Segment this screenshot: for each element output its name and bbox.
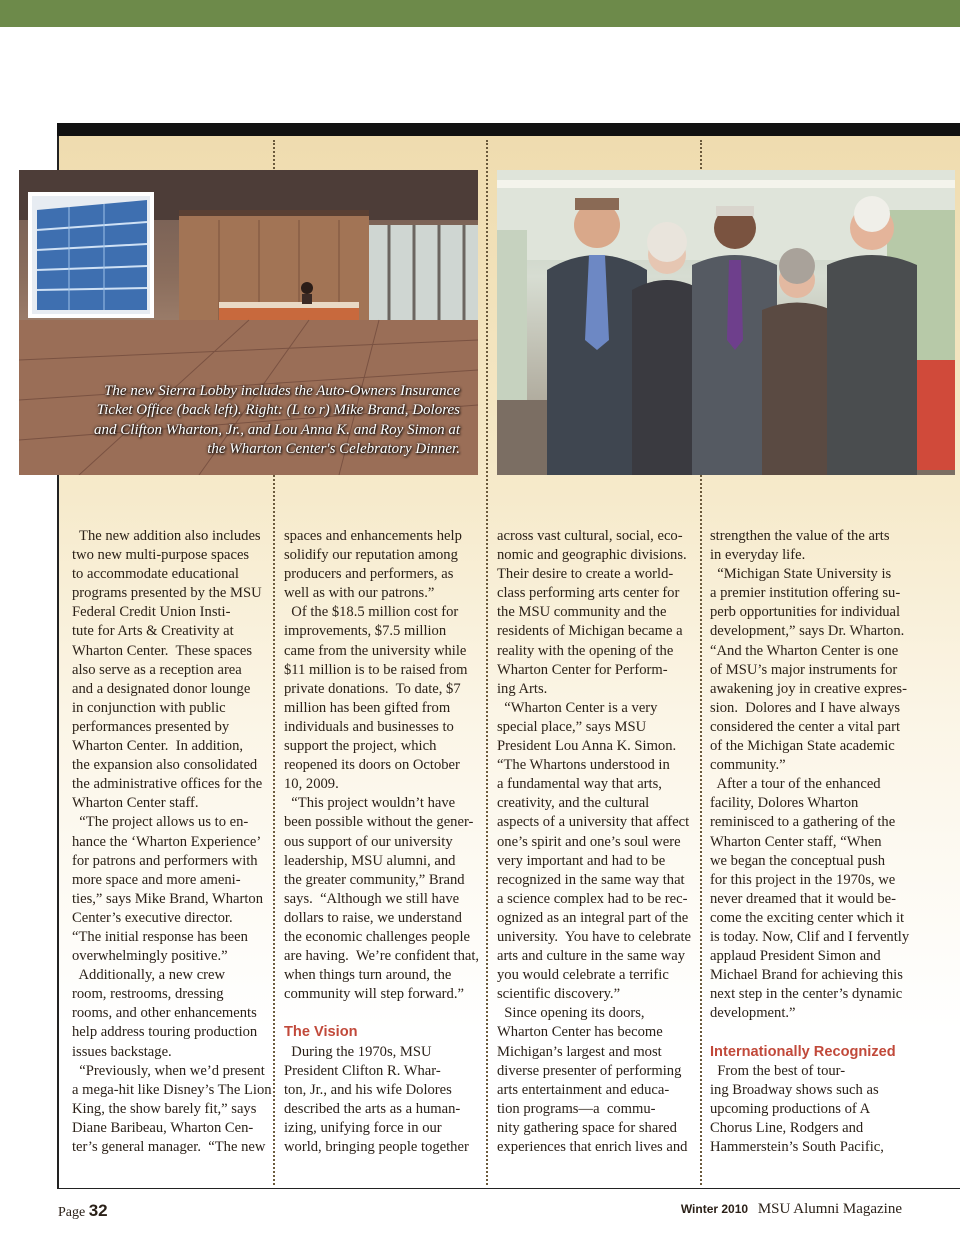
text-line: arts entertainment and educa- (497, 1081, 670, 1098)
text-line: we began the conceptual push (710, 852, 886, 869)
black-header-bar (57, 123, 960, 136)
section-heading: The Vision (284, 1024, 358, 1041)
text-line: From the best of tour- (710, 1062, 846, 1079)
text-line: development.” (710, 1005, 796, 1022)
text-line: and a designated donor lounge (72, 680, 251, 697)
text-line: ing Arts. (497, 680, 548, 697)
text-line: ing Broadway shows such as (710, 1081, 879, 1098)
text-line: of the Michigan State academic (710, 738, 895, 755)
group-illustration (497, 170, 955, 475)
text-line: “Wharton Center is a very (497, 699, 658, 716)
text-line: well as with our patrons.” (284, 585, 435, 602)
text-line: Michael Brand for achieving this (710, 967, 903, 984)
text-line: Center’s executive director. (72, 909, 233, 926)
text-line: rooms, and other enhancements (72, 1005, 257, 1022)
text-line: programs presented by the MSU (72, 585, 262, 602)
magazine-title: MSU Alumni Magazine (757, 1201, 902, 1217)
text-line: for patrons and performers with (72, 852, 258, 869)
text-line: a fundamental way that arts, (497, 776, 662, 793)
text-line: next step in the center’s dynamic (710, 986, 903, 1003)
text-line: King, the show barely fit,” says (72, 1100, 257, 1117)
text-line: the administrative offices for the (72, 776, 263, 793)
page-label: Page (58, 1205, 86, 1220)
text-line: Wharton Center for Perform- (497, 661, 668, 678)
text-line: the expansion also consolidated (72, 757, 258, 774)
lobby-photo (19, 170, 478, 475)
text-line: class performing arts center for (497, 585, 680, 602)
text-line: Wharton Center staff, “When (710, 833, 882, 850)
text-line: help address touring production (72, 1024, 258, 1041)
page-number: 32 (88, 1201, 108, 1220)
text-line: in conjunction with public (72, 699, 226, 716)
text-line: perb opportunities for individual (710, 604, 901, 621)
text-line: President Lou Anna K. Simon. (497, 738, 677, 755)
text-line: when things turn around, the (284, 967, 452, 984)
text-line: performances presented by (72, 718, 230, 735)
text-line: During the 1970s, MSU (284, 1043, 432, 1060)
text-line: “This project wouldn’t have (284, 795, 456, 812)
text-line: $11 million is to be raised from (284, 661, 468, 678)
text-line: After a tour of the enhanced (710, 776, 881, 793)
text-line: also serve as a reception area (72, 661, 242, 678)
text-line: of MSU’s major instruments for (710, 661, 898, 678)
text-line: Wharton Center. In addition, (72, 738, 244, 755)
text-line: Of the $18.5 million cost for (284, 604, 459, 621)
text-line: a premier institution offering su- (710, 585, 901, 602)
text-line: ties,” says Mike Brand, Wharton (72, 890, 264, 907)
text-line: never dreamed that it would be- (710, 890, 896, 907)
photo-caption (60, 382, 460, 459)
text-line: community will step forward.” (284, 986, 464, 1003)
text-line: leadership, MSU alumni, and (284, 852, 456, 869)
page-footer-right (681, 1201, 902, 1218)
text-line: upcoming productions of A (710, 1100, 871, 1117)
text-line: ton, Jr., and his wife Dolores (284, 1081, 452, 1098)
text-line: university. You have to celebrate (497, 928, 691, 945)
text-line: scientific discovery.” (497, 986, 621, 1003)
text-line: considered the center a vital part (710, 718, 901, 735)
text-line: creativity, and the cultural (497, 795, 650, 812)
article-column (284, 527, 479, 1157)
text-line: “Michigan State University is (710, 566, 892, 583)
text-line: diverse presenter of performing (497, 1062, 682, 1079)
text-line: support the project, which (284, 738, 437, 755)
text-line: community.” (710, 757, 786, 774)
text-line: Additionally, a new crew (72, 967, 226, 984)
article-column (497, 527, 691, 1157)
text-line: ognized as an integral part of the (497, 909, 689, 926)
text-line: million has been gifted from (284, 699, 451, 716)
text-line: arts and culture in the same way (497, 948, 686, 965)
text-line: the greater community,” Brand (284, 871, 465, 888)
text-line: Their desire to create a world- (497, 566, 674, 583)
caption-line: and Clifton Wharton, Jr., and Lou Anna K. and Roy Simon at (94, 421, 460, 438)
text-line: “The initial response has been (72, 928, 248, 945)
text-line: Wharton Center staff. (72, 795, 199, 812)
text-line: nomic and geographic divisions. (497, 547, 687, 564)
text-line: Diane Baribeau, Wharton Cen- (72, 1119, 254, 1136)
text-line: reminisced to a gathering of the (710, 814, 896, 831)
text-line: residents of Michigan became a (497, 623, 683, 640)
text-line: Michigan’s largest and most (497, 1043, 662, 1060)
text-line: reopened its doors on October (284, 757, 460, 774)
text-line: dollars to raise, we understand (284, 909, 462, 926)
text-line: producers and performers, as (284, 566, 454, 583)
text-line: come the exciting center which it (710, 909, 905, 926)
text-line: says. “Although we still have (284, 890, 460, 907)
text-line: facility, Dolores Wharton (710, 795, 859, 812)
text-line: nity gathering space for shared (497, 1119, 677, 1136)
text-line: ter’s general manager. “The new (72, 1139, 266, 1155)
text-line: applaud President Simon and (710, 948, 881, 965)
text-line: been possible without the gener- (284, 814, 474, 831)
text-line: to accommodate educational (72, 566, 239, 583)
text-line: President Clifton R. Whar- (284, 1062, 441, 1079)
text-line: world, bringing people together (284, 1139, 469, 1155)
page-footer-left (58, 1201, 108, 1221)
text-line: “And the Wharton Center is one (710, 642, 899, 659)
text-line: one’s spirit and one’s soul were (497, 833, 681, 850)
text-line: hance the ‘Wharton Experience’ (72, 833, 262, 850)
top-color-band (0, 0, 960, 27)
text-line: “Previously, when we’d present (72, 1062, 265, 1079)
text-line: in everyday life. (710, 547, 806, 564)
text-line: development,” says Dr. Wharton. (710, 623, 905, 640)
text-line: Chorus Line, Rodgers and (710, 1119, 864, 1136)
text-line: izing, unifying force in our (284, 1119, 442, 1136)
text-line: spaces and enhancements help (284, 528, 462, 544)
text-line (284, 1004, 479, 1023)
text-line: strengthen the value of the arts (710, 528, 890, 544)
caption-line: Ticket Office (back left). Right: (L to r) Mike Brand, Dolores (96, 402, 460, 419)
section-heading: Internationally Recognized (710, 1043, 896, 1060)
text-line: awakening joy in creative expres- (710, 680, 907, 697)
text-line: 10, 2009. (284, 776, 339, 793)
text-line: across vast cultural, social, eco- (497, 528, 683, 544)
text-line: Hammerstein’s South Pacific, (710, 1139, 884, 1155)
text-line: “The project allows us to en- (72, 814, 249, 831)
column-divider (486, 140, 488, 1185)
text-line: room, restrooms, dressing (72, 986, 224, 1003)
article-column (72, 527, 272, 1157)
text-line: “The Whartons understood in (497, 757, 670, 774)
text-line: a mega-hit like Disney’s The Lion (72, 1081, 272, 1098)
caption-line: The new Sierra Lobby includes the Auto-Owners Insurance (104, 383, 460, 399)
issue-date: Winter 2010 (680, 1202, 749, 1216)
text-line: experiences that enrich lives and (497, 1139, 688, 1155)
text-line: special place,” says MSU (497, 718, 647, 735)
bottom-border-rule (57, 1188, 960, 1189)
text-line: tion programs—a commu- (497, 1100, 656, 1117)
text-line: you would celebrate a terrific (497, 967, 669, 984)
text-line: individuals and businesses to (284, 718, 454, 735)
text-line: very important and had to be (497, 852, 666, 869)
text-line: solidify our reputation among (284, 547, 458, 564)
text-line: for this project in the 1970s, we (710, 871, 896, 888)
text-line: the economic challenges people (284, 928, 470, 945)
text-line: are having. We’re confident that, (284, 948, 480, 965)
text-line (710, 1023, 909, 1042)
text-line: ous support of our university (284, 833, 453, 850)
text-line: The new addition also includes (72, 528, 261, 544)
text-line: private donations. To date, $7 (284, 680, 461, 697)
text-line: tute for Arts & Creativity at (72, 623, 234, 640)
text-line: reality with the opening of the (497, 642, 674, 659)
text-line: issues backstage. (72, 1043, 172, 1060)
text-line: a science complex had to be rec- (497, 890, 688, 907)
group-photo (497, 170, 955, 475)
text-line: Federal Credit Union Insti- (72, 604, 231, 621)
text-line: Since opening its doors, (497, 1005, 645, 1022)
caption-line: the Wharton Center's Celebratory Dinner. (207, 440, 460, 457)
article-column (710, 527, 909, 1157)
text-line: improvements, $7.5 million (284, 623, 447, 640)
text-line: aspects of a university that affect (497, 814, 690, 831)
text-line: Wharton Center. These spaces (72, 642, 253, 659)
text-line: is today. Now, Clif and I fervently (710, 928, 910, 945)
text-line: recognized in the same way that (497, 871, 685, 888)
text-line: overwhelmingly positive.” (72, 948, 228, 965)
text-line: sion. Dolores and I have always (710, 699, 901, 716)
text-line: two new multi-purpose spaces (72, 547, 250, 564)
text-line: the MSU community and the (497, 604, 667, 621)
text-line: described the arts as a human- (284, 1100, 461, 1117)
text-line: came from the university while (284, 642, 467, 659)
text-line: Wharton Center has become (497, 1024, 663, 1041)
text-line: more space and more ameni- (72, 871, 241, 888)
